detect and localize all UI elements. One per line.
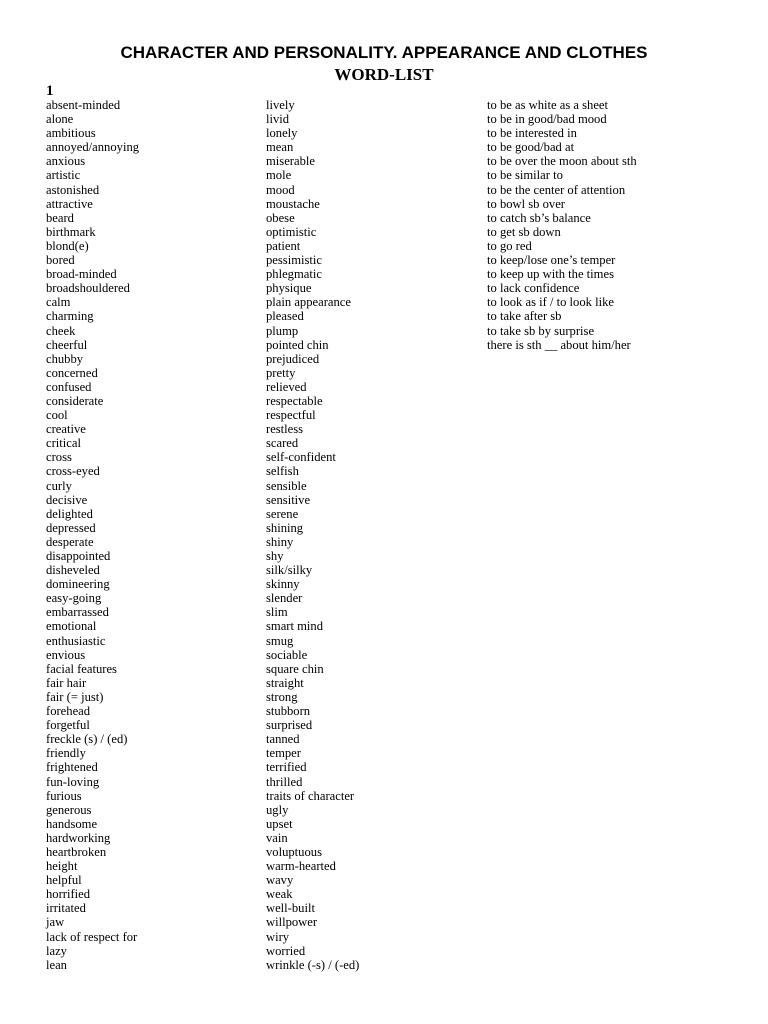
word-list-item: wrinkle (-s) / (-ed) [266, 957, 360, 972]
word-list-item: helpful [46, 873, 82, 888]
word-list-item: relieved [266, 379, 307, 394]
word-list-item: jaw [46, 915, 65, 930]
word-list-item: disappointed [46, 549, 111, 563]
word-list-item: to be similar to [487, 168, 563, 183]
word-list-item: easy-going [46, 591, 102, 606]
word-list-item: friendly [46, 746, 86, 761]
word-list-item: selfish [266, 464, 299, 479]
word-list-item: strong [266, 689, 298, 704]
word-list-item: attractive [46, 196, 93, 211]
word-list-item: phlegmatic [266, 267, 322, 282]
word-list-item: to lack confidence [487, 281, 580, 296]
word-list-item: lazy [46, 943, 67, 958]
word-list-item: disheveled [46, 563, 100, 578]
word-list-item: curly [46, 478, 72, 493]
word-list-item: irritated [46, 901, 86, 916]
word-list-item: worried [266, 943, 306, 958]
word-list-item: critical [46, 436, 81, 451]
word-list-item: forehead [46, 704, 91, 719]
word-list-item: sensible [266, 478, 307, 493]
word-list-item: surprised [266, 718, 313, 733]
word-list-item: voluptuous [266, 844, 322, 859]
word-list-item: stubborn [266, 704, 311, 719]
word-list-item: fair hair [46, 675, 87, 690]
word-list-item: alone [46, 112, 74, 127]
word-list-item: desperate [46, 534, 94, 549]
page-title: CHARACTER AND PERSONALITY. APPEARANCE AND CLOTHES [120, 43, 648, 62]
word-list-item: to keep/lose one’s temper [487, 253, 616, 268]
word-list-item: optimistic [266, 224, 317, 239]
word-list-item: to go red [487, 238, 532, 253]
word-list-item: wavy [266, 873, 294, 888]
word-list-item: astonished [46, 182, 100, 197]
word-list-item: heartbroken [46, 844, 107, 859]
word-list-item: broadshouldered [46, 281, 130, 296]
word-list-item: cross [46, 450, 72, 465]
word-list-item: considerate [46, 393, 104, 408]
word-list-item: to bowl sb over [487, 196, 566, 211]
word-list-item: beard [46, 210, 74, 225]
word-list-item: height [46, 859, 78, 874]
word-list-item: confused [46, 379, 92, 394]
word-list-item: warm-hearted [266, 859, 336, 874]
word-list-item: emotional [46, 619, 97, 634]
word-list-item: weak [266, 887, 293, 902]
word-list-item: prejudiced [266, 351, 320, 366]
word-list-item: hardworking [46, 830, 111, 845]
word-list-item: to take after sb [487, 309, 562, 324]
word-column-2 [266, 98, 359, 972]
word-list-item: terrified [266, 760, 307, 775]
word-list-item: depressed [46, 520, 96, 535]
word-list-item: restless [266, 422, 304, 437]
word-list-item: chubby [46, 351, 84, 366]
word-list-item: traits of character [266, 788, 355, 803]
word-list-item: sensitive [266, 492, 311, 507]
word-list-item: plain appearance [266, 295, 351, 310]
word-list-item: to be in good/bad mood [487, 112, 607, 127]
word-list-item: vain [266, 830, 288, 845]
word-list-item: physique [266, 281, 312, 296]
word-list-item: miserable [266, 154, 315, 169]
word-list-item: shiny [266, 534, 294, 549]
word-list-item: broad-minded [46, 267, 117, 282]
word-list-item: bored [46, 253, 75, 268]
word-list-item: square chin [266, 661, 324, 676]
word-list-item: ugly [266, 802, 289, 817]
word-list-item: furious [46, 788, 82, 803]
word-list-item: enthusiastic [46, 633, 106, 648]
word-list-item: cool [46, 408, 68, 423]
word-list-item: mole [266, 168, 292, 183]
word-list-item: to take sb by surprise [487, 323, 595, 338]
word-list-item: fair (= just) [46, 689, 104, 704]
word-list-item: to be as white as a sheet [487, 98, 608, 112]
word-list-item: blond(e) [46, 238, 89, 253]
word-list-item: serene [266, 506, 299, 521]
word-list-item: facial features [46, 661, 117, 676]
word-list-item: freckle (s) / (ed) [46, 732, 128, 747]
word-list-item: temper [266, 746, 301, 761]
word-list-item: silk/silky [266, 563, 313, 578]
word-list-item: patient [266, 238, 301, 253]
word-list-item: charming [46, 309, 94, 324]
word-list-item: mood [266, 182, 295, 197]
word-list-item: to be good/bad at [487, 140, 575, 155]
word-list-item: lack of respect for [46, 929, 138, 944]
word-list-item: lively [266, 98, 295, 112]
word-list-item: respectable [266, 393, 323, 408]
word-list-item: slim [266, 605, 288, 620]
word-list-item: pretty [266, 365, 296, 380]
word-list-item: to be the center of attention [487, 182, 626, 197]
word-list-item: there is sth __ about him/her [487, 337, 631, 352]
word-list-item: lonely [266, 126, 298, 141]
word-list-item: smug [266, 633, 294, 648]
word-list-item: pessimistic [266, 253, 322, 268]
page-subtitle: WORD-LIST [334, 65, 434, 84]
word-column-3 [487, 98, 637, 352]
word-list-item: smart mind [266, 619, 324, 634]
word-list-item: tanned [266, 732, 300, 747]
word-list-item: artistic [46, 168, 81, 183]
word-list-item: straight [266, 675, 304, 690]
word-list-item: cross-eyed [46, 464, 100, 479]
word-list-item: slender [266, 591, 303, 606]
word-list-item: to keep up with the times [487, 267, 614, 282]
word-list-item: wiry [266, 929, 290, 944]
word-list-item: livid [266, 112, 290, 127]
word-list-item: pleased [266, 309, 304, 324]
word-list-item: delighted [46, 506, 93, 521]
word-list-item: lean [46, 957, 67, 972]
word-list-item: concerned [46, 365, 98, 380]
word-list-item: to be interested in [487, 126, 577, 141]
word-list-item: envious [46, 647, 86, 662]
word-list-item: skinny [266, 577, 300, 592]
word-list-item: pointed chin [266, 337, 329, 352]
word-list-item: ambitious [46, 126, 96, 141]
word-list-item: sociable [266, 647, 308, 662]
word-list-item: well-built [266, 901, 315, 916]
word-list-item: creative [46, 422, 86, 437]
word-list-item: self-confident [266, 450, 336, 465]
word-list-item: moustache [266, 196, 320, 211]
word-list-item: cheerful [46, 337, 88, 352]
word-list-item: to be over the moon about sth [487, 154, 637, 169]
word-list-item: embarrassed [46, 605, 109, 620]
word-list-item: decisive [46, 492, 88, 507]
word-column-1 [46, 98, 139, 972]
word-list-item: absent-minded [46, 98, 121, 112]
word-list-item: forgetful [46, 718, 90, 733]
word-list-item: anxious [46, 154, 86, 169]
word-list-item: to look as if / to look like [487, 295, 614, 310]
word-list-item: willpower [266, 915, 318, 930]
word-list-item: fun-loving [46, 774, 100, 789]
word-list-item: generous [46, 802, 92, 817]
word-list-item: respectful [266, 408, 316, 423]
word-list-item: birthmark [46, 224, 96, 239]
word-list-item: cheek [46, 323, 76, 338]
word-list-item: mean [266, 140, 294, 155]
word-list-item: annoyed/annoying [46, 140, 140, 155]
word-list-item: shining [266, 520, 304, 535]
section-number: 1 [46, 83, 54, 99]
word-list-item: frightened [46, 760, 98, 775]
word-list-item: horrified [46, 887, 91, 902]
word-list-item: plump [266, 323, 299, 338]
word-list-item: to catch sb’s balance [487, 210, 591, 225]
word-list-item: domineering [46, 577, 110, 592]
word-list-item: upset [266, 816, 293, 831]
word-list-item: handsome [46, 816, 98, 831]
word-list-item: calm [46, 295, 71, 310]
word-list-item: obese [266, 210, 295, 225]
word-list-item: thrilled [266, 774, 303, 789]
word-list-item: shy [266, 549, 284, 563]
word-list-item: to get sb down [487, 224, 561, 239]
word-list-item: scared [266, 436, 299, 451]
